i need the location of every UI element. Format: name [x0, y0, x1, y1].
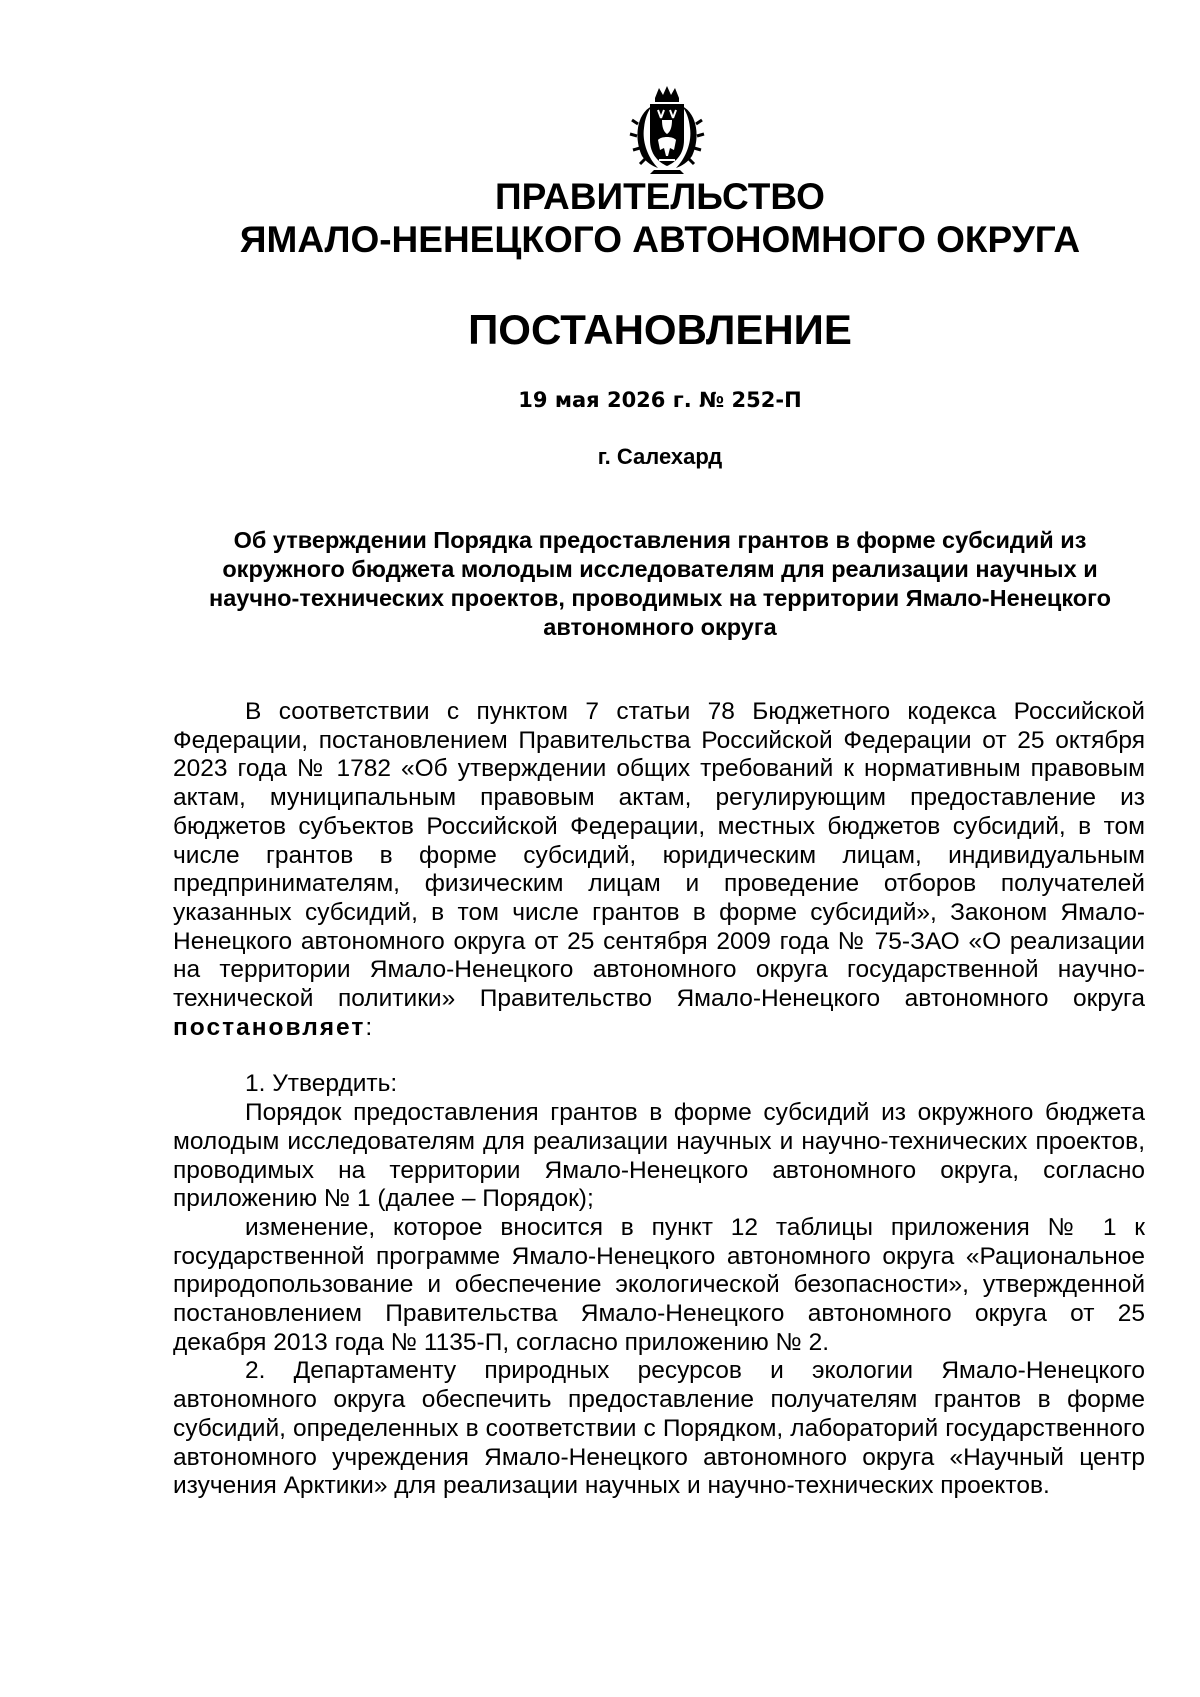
resolves-colon: :	[365, 1013, 373, 1041]
document-body	[173, 698, 1145, 1501]
item-1-heading: 1. Утвердить:	[245, 1070, 398, 1098]
resolves-word: постановляет	[173, 1013, 366, 1041]
preamble-paragraph	[173, 698, 1145, 1042]
document-type-title: ПОСТАНОВЛЕНИЕ	[468, 306, 852, 353]
coat-of-arms-emblem	[628, 84, 706, 176]
government-title-line-1: ПРАВИТЕЛЬСТВО	[495, 176, 825, 217]
item-1-order: Порядок предоставления грантов в форме субсидий из окружного бюджета молодым исследователям для реализации научных и научно-технических проектов, проводимых на территории Ямало-Ненецкого автономного округа, согласно приложению № 1 (далее – Порядок);	[173, 1099, 1145, 1213]
item-2: 2. Департаменту природных ресурсов и экологии Ямало-Ненецкого автономного округа обеспечить предоставление получателям грантов в форме субсидий, определенных в соответствии с Порядком, лабораторий государственного автономного учреждения Ямало-Ненецкого автономного округа «Научный центр изучения Арктики» для реализации научных и научно-технических проектов.	[173, 1357, 1145, 1500]
government-title-line-2: ЯМАЛО-НЕНЕЦКОГО АВТОНОМНОГО ОКРУГА	[239, 219, 1081, 260]
preamble-text: В соответствии с пунктом 7 статьи 78 Бюджетного кодекса Российской Федерации, постановлением Правительства Российской Федерации от 25 октября 2023 года № 1782 «Об утверждении общих требований к нормативным правовым актам, муниципальным правовым актам, регулирующим предоставление из бюджетов субъектов Российской Федерации, местных бюджетов субсидий, в том числе грантов в форме субсидий, юридическим лицам, индивидуальным предпринимателям, физическим лицам и проведение отборов получателей указанных субсидий, в том числе грантов в форме субсидий», Законом Ямало-Ненецкого автономного округа от 25 сентября 2009 года № 75-ЗАО «О реализации на территории Ямало-Ненецкого автономного округа государственной научно-технической политики» Правительство Ямало-Ненецкого автономного округа	[173, 698, 1145, 1013]
document-date-number: 19 мая 2026 г. № 252-П	[518, 388, 802, 412]
document-city: г. Салехард	[597, 444, 723, 469]
document-subject: Об утверждении Порядка предоставления грантов в форме субсидий из окружного бюджета молодым исследователям для реализации научных и научно-технических проектов, проводимых на территории Ямало-Ненецкого автономного округа	[209, 527, 1111, 640]
item-1-change: изменение, которое вносится в пункт 12 таблицы приложения № 1 к государственной программе Ямало-Ненецкого автономного округа «Рациональное природопользование и обеспечение экологической безопасности», утвержденной постановлением Правительства Ямало-Ненецкого автономного округа от 25 декабря 2013 года № 1135-П, согласно приложению № 2.	[173, 1213, 1145, 1356]
